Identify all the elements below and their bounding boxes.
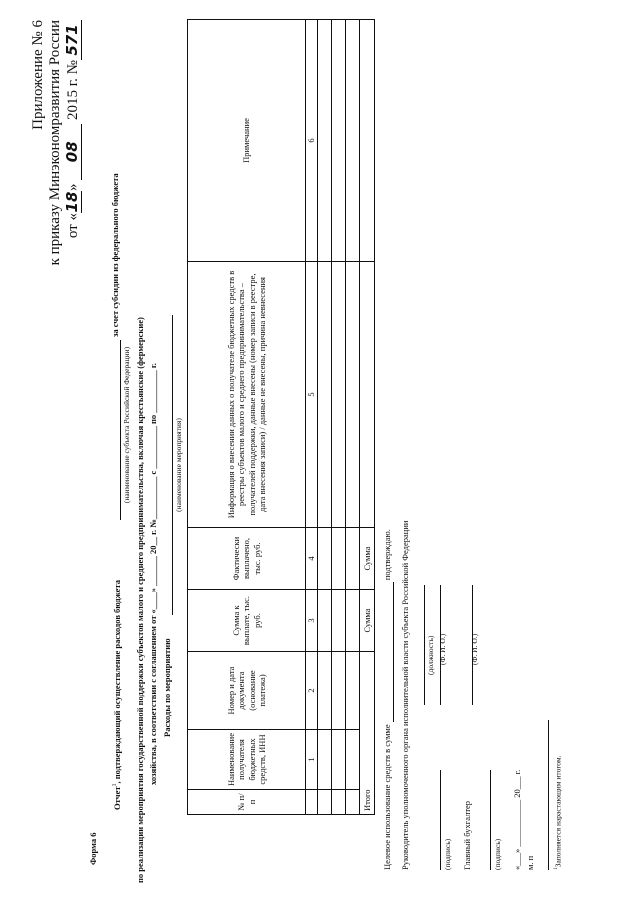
appendix-order: к приказу Минэкономразвития России [47,20,63,266]
handwritten-number: 571 [64,20,82,60]
appendix-title: Приложение № 6 [30,20,46,130]
report-line-3: хозяйства, в соответствии с соглашением от «____» _______ 20__ г. №__________ с __________ по __________ г. [148,363,158,785]
event-caption: (наименование мероприятия) [174,418,183,512]
report-line-1 [110,580,123,810]
table-cell[interactable] [318,652,332,730]
table-cell[interactable] [332,790,346,815]
header-cell-registry-info: Информация о внесении данных о получателе бюджетных средств в реестры субъектов малого и среднего предпринимательства – получателей поддержки, данные внесены (номер записи в реестре, дата внесения записи) / данные не внесены, причина невнесения [188,262,306,528]
col-number-cell: 2 [306,652,318,730]
col-number-cell: 5 [306,262,318,528]
table-cell[interactable] [346,590,360,652]
head-title: Руководитель уполномоченного органа исполнительной власти субъекта Российской Федерации [400,520,410,870]
total-row [360,20,375,815]
col-number-cell: 4 [306,528,318,590]
table-cell[interactable] [332,590,346,652]
fio-caption-1: (Ф. И. О.) [438,633,447,665]
table-cell[interactable] [332,730,346,790]
col-number-cell: 3 [306,590,318,652]
table-cell[interactable] [318,730,332,790]
header-cell-document: Номер и дата документа (основание платежа) [188,652,306,730]
usage-amount-field[interactable] [382,582,394,722]
date-prefix: от « [65,213,81,239]
header-cell-recipient: Наименование получателя бюджетных средств, ИНН [188,730,306,790]
header-cell-amount-due: Сумма к выплате, тыс. руб. [188,590,306,652]
total-empty-cell [360,20,375,262]
handwritten-day: 18 [63,191,81,213]
col-number-cell [306,790,318,815]
table-header-row [188,20,306,815]
signature-caption-1: (подпись) [443,838,452,870]
col-number-cell: 1 [306,730,318,790]
table-cell[interactable] [346,790,360,815]
handwritten-month: 08 [64,124,82,180]
date-line: «___» ___________ 20___ г. [512,769,522,870]
footnote-separator [548,720,549,870]
table-cell[interactable] [346,730,360,790]
expenses-label: Расходы по мероприятию [162,638,172,737]
table-row [332,20,346,815]
date-mid: » [65,183,81,192]
signature-line-2 [490,770,491,870]
total-sum-paid: Сумма [360,528,375,590]
event-name-line [172,315,173,615]
total-empty-cell [360,262,375,528]
table-row [346,20,360,815]
report-line1-post: за счет субсидии из федерального бюджета [110,173,120,337]
table-cell[interactable] [346,652,360,730]
table-cell[interactable] [332,20,346,262]
column-number-row [306,20,318,815]
table-row [318,20,332,815]
table-cell[interactable] [318,20,332,262]
report-footnote-mark: 1 [112,783,118,787]
report-line1-mid: , подтверждающий осуществление расходов бюджета [111,580,122,784]
table-cell[interactable] [318,262,332,528]
total-label: Итого [360,652,375,815]
report-line-2: по реализации мероприятия государственной поддержки субъектов малого и среднего предпринимательства, включая крестьянские (фермерские) [135,317,145,883]
stamp-label: м. п [525,855,535,870]
header-cell-note: Примечание [188,20,306,262]
usage-text: Целевое использование средств в сумме [382,724,392,870]
position-line [424,585,425,705]
signature-line-1 [440,770,441,870]
chief-accountant-label: Главный бухгалтер [462,800,472,870]
signature-caption-2: (подпись) [493,838,502,870]
usage-line [382,529,394,870]
footnote [552,756,563,870]
position-caption: (должность) [426,635,435,675]
report-table [187,19,375,815]
table-cell[interactable] [346,528,360,590]
usage-confirm: подтверждаю. [382,529,392,581]
header-cell-number: № п/п [188,790,306,815]
appendix-date-line [64,20,82,440]
table-cell[interactable] [346,262,360,528]
table-cell[interactable] [332,262,346,528]
table-cell[interactable] [318,528,332,590]
table-cell[interactable] [318,790,332,815]
col-number-cell: 6 [306,20,318,262]
form-label: Форма 6 [88,832,98,865]
header-cell-amount-paid: Фактически выплачено, тыс. руб. [188,528,306,590]
total-sum-due: Сумма [360,590,375,652]
appendix-block [30,20,82,440]
footnote-mark: 1 [553,867,559,870]
footnote-text: Заполняется нарастающим итогом. [553,755,563,868]
table-cell[interactable] [332,528,346,590]
subject-name-line [120,340,121,520]
year-part: 2015 г. № [65,60,81,121]
table-cell[interactable] [346,20,360,262]
table-cell[interactable] [332,652,346,730]
table-cell[interactable] [318,590,332,652]
fio-caption-2: (Ф. И. О.) [470,633,479,665]
report-word: Отчет [111,786,122,810]
subject-caption: (наименование субъекта Российской Федерации) [122,346,131,504]
